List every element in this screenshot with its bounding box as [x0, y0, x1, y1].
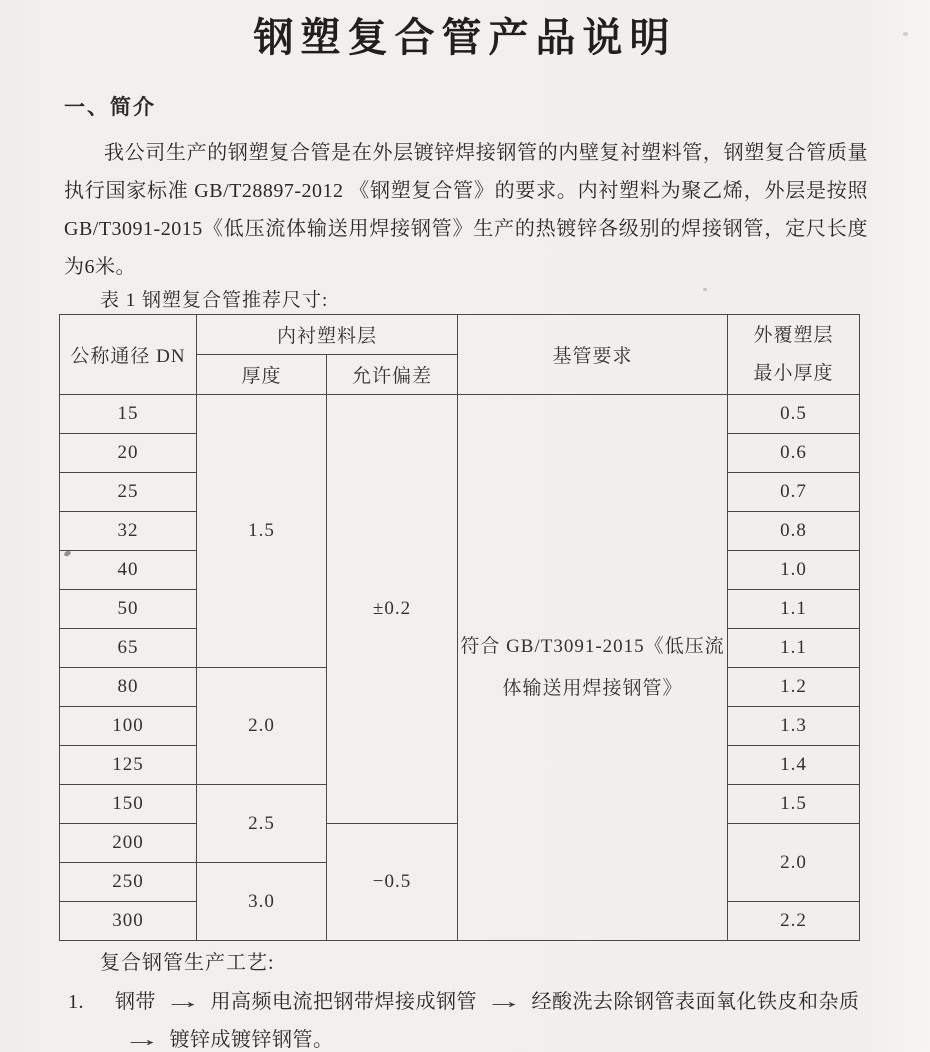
header-outer-layer	[728, 315, 860, 395]
outer-cell: 1.3	[728, 707, 860, 746]
outer-cell: 2.0	[728, 824, 860, 902]
arrow-right-icon: →	[163, 991, 203, 1013]
spec-table	[59, 314, 860, 941]
outer-cell: 0.7	[728, 473, 860, 512]
dn-cell: 100	[60, 707, 197, 746]
dn-cell: 40	[60, 551, 197, 590]
scan-speck	[703, 288, 707, 291]
header-outer-line2: 最小厚度	[753, 362, 834, 384]
dn-cell: 200	[60, 824, 197, 863]
dn-cell: 250	[60, 863, 197, 902]
outer-cell: 1.5	[728, 785, 860, 824]
arrow-right-icon: →	[122, 1029, 162, 1051]
base-pipe-cell	[458, 395, 728, 941]
process-step: 经酸洗去除钢管表面氧化铁皮和杂质	[531, 991, 860, 1013]
outer-cell: 1.4	[728, 746, 860, 785]
section-heading-intro: 一、简介	[64, 95, 156, 119]
dn-cell: 65	[60, 629, 197, 668]
table-row	[60, 395, 860, 434]
process-step: 镀锌成镀锌钢管。	[169, 1029, 334, 1051]
dn-cell: 125	[60, 746, 197, 785]
header-thickness: 厚度	[197, 355, 327, 395]
arrow-right-icon: →	[484, 991, 524, 1013]
dn-cell: 15	[60, 395, 197, 434]
dn-cell: 25	[60, 473, 197, 512]
process-step: 钢带	[115, 991, 156, 1013]
header-deviation: 允许偏差	[327, 355, 458, 395]
dn-cell: 80	[60, 668, 197, 707]
base-pipe-line1: 符合 GB/T3091-2015《低压流	[460, 635, 725, 657]
outer-cell: 2.2	[728, 902, 860, 941]
deviation-cell: −0.5	[327, 824, 458, 941]
header-dn: 公称通径 DN	[60, 315, 197, 395]
dn-cell: 20	[60, 434, 197, 473]
table-caption: 表 1 钢塑复合管推荐尺寸:	[100, 290, 329, 311]
thickness-cell: 2.5	[197, 785, 327, 863]
header-lining: 内衬塑料层	[197, 315, 458, 355]
thickness-cell: 3.0	[197, 863, 327, 941]
outer-cell: 0.6	[728, 434, 860, 473]
thickness-cell: 2.0	[197, 668, 327, 785]
intro-paragraph: 我公司生产的钢塑复合管是在外层镀锌焊接钢管的内壁复衬塑料管，钢塑复合管质量执行国家标准 GB/T28897-2012 《钢塑复合管》的要求。内衬塑料为聚乙烯，外层是按照GB/T3091-2015《低压流体输送用焊接钢管》生产的热镀锌各级别的焊接钢管，定尺长度为6米。	[64, 142, 868, 278]
process-item-number: 1.	[68, 991, 84, 1013]
outer-cell: 0.5	[728, 395, 860, 434]
process-item-1	[68, 983, 868, 1052]
scan-speck	[903, 32, 908, 36]
process-flow	[115, 983, 868, 1052]
header-outer-line1: 外覆塑层	[753, 324, 834, 346]
outer-cell: 1.1	[728, 590, 860, 629]
dn-cell: 50	[60, 590, 197, 629]
process-step: 用高频电流把钢带焊接成钢管	[210, 991, 477, 1013]
process-heading: 复合钢管生产工艺:	[100, 952, 275, 974]
thickness-cell: 1.5	[197, 395, 327, 668]
dn-cell: 32	[60, 512, 197, 551]
table-header-row	[60, 315, 860, 355]
outer-cell: 0.8	[728, 512, 860, 551]
outer-cell: 1.0	[728, 551, 860, 590]
outer-cell: 1.2	[728, 668, 860, 707]
base-pipe-line2: 体输送用焊接钢管》	[502, 677, 683, 699]
deviation-cell: ±0.2	[327, 395, 458, 824]
header-base-pipe: 基管要求	[458, 315, 728, 395]
dn-cell: 150	[60, 785, 197, 824]
dn-cell: 300	[60, 902, 197, 941]
page-title: 钢塑复合管产品说明	[253, 15, 677, 60]
outer-cell: 1.1	[728, 629, 860, 668]
